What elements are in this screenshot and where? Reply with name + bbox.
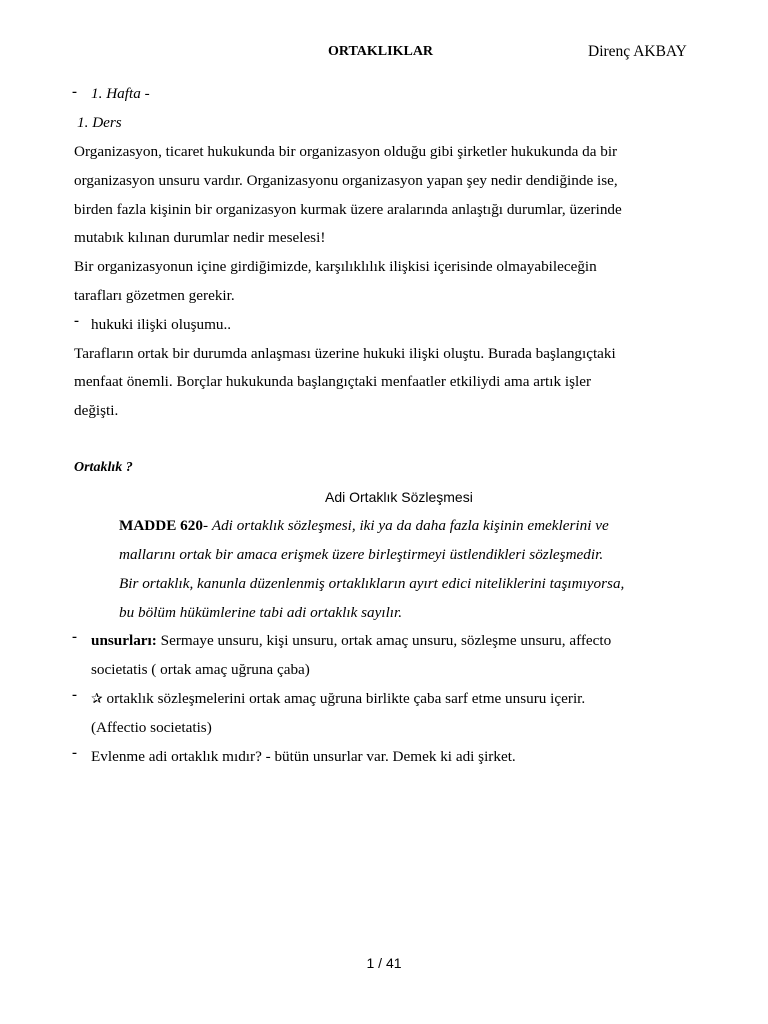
article-first-line xyxy=(119,517,609,535)
page-number: 1 / 41 xyxy=(366,955,402,971)
list-item-continuation: societatis ( ortak amaç uğruna çaba) xyxy=(91,661,310,678)
paragraph-line: Tarafların ortak bir durumda anlaşması üzerine hukuki ilişki oluştu. Burada başlangıçtaki xyxy=(74,345,616,362)
list-item-continuation: (Affectio societatis) xyxy=(91,719,212,736)
list-item-label: unsurları: xyxy=(91,632,157,649)
document-title: ORTAKLIKLAR xyxy=(328,44,434,59)
paragraph-line: Organizasyon, ticaret hukukunda bir organizasyon olduğu gibi şirketler hukukunda da bir xyxy=(74,143,618,160)
author-name: Direnç AKBAY xyxy=(588,43,687,60)
list-dash: - xyxy=(72,745,77,761)
paragraph-line: mutabık kılınan durumlar nedir meselesi! xyxy=(74,229,326,246)
article-title: Adi Ortaklık Sözleşmesi xyxy=(325,489,473,505)
article-line: bu bölüm hükümlerine tabi adi ortaklık sayılır. xyxy=(119,604,403,621)
paragraph-line: menfaat önemli. Borçlar hukukunda başlangıçtaki menfaatler etkiliydi ama artık işler xyxy=(74,373,592,390)
bullet-text: hukuki ilişki oluşumu.. xyxy=(91,316,232,333)
article-line: Adi ortaklık sözleşmesi, iki ya da daha fazla kişinin emeklerini ve xyxy=(211,517,609,534)
paragraph-line: Bir organizasyonun içine girdiğimizde, karşılıklılık ilişkisi içerisinde olmayabileceğin xyxy=(74,258,597,275)
article-separator: - xyxy=(202,517,212,534)
paragraph-line: tarafları gözetmen gerekir. xyxy=(74,287,235,304)
article-line: Bir ortaklık, kanunla düzenlenmiş ortaklıkların ayırt edici niteliklerini taşımıyorsa, xyxy=(119,575,625,592)
list-item xyxy=(91,632,611,650)
list-item-text: Sermaye unsuru, kişi unsuru, ortak amaç unsuru, sözleşme unsuru, affecto xyxy=(156,632,612,649)
bullet-dash: - xyxy=(74,313,79,329)
paragraph-line: birden fazla kişinin bir organizasyon kurmak üzere aralarında anlaştığı durumlar, üzerinde xyxy=(74,201,622,218)
week-dash: - xyxy=(72,84,77,100)
list-item-text: ortaklık sözleşmelerini ortak amaç uğruna birlikte çaba sarf etme unsuru içerir. xyxy=(102,690,586,707)
week-label: 1. Hafta - xyxy=(91,85,150,102)
star-icon: ✰ xyxy=(91,691,103,707)
paragraph-line: organizasyon unsuru vardır. Organizasyonu organizasyon yapan şey nedir dendiğinde ise, xyxy=(74,172,618,189)
list-dash: - xyxy=(72,687,77,703)
section-heading: Ortaklık ? xyxy=(74,460,133,475)
paragraph-line: değişti. xyxy=(74,402,119,419)
list-dash: - xyxy=(72,629,77,645)
lesson-label: 1. Ders xyxy=(77,114,122,131)
list-item-text: Evlenme adi ortaklık mıdır? - bütün unsurlar var. Demek ki adi şirket. xyxy=(91,748,516,765)
article-line: mallarını ortak bir amaca erişmek üzere birleştirmeyi üstlendikleri sözleşmedir. xyxy=(119,546,604,563)
article-number: MADDE 620 xyxy=(119,517,203,534)
list-item xyxy=(91,690,585,708)
